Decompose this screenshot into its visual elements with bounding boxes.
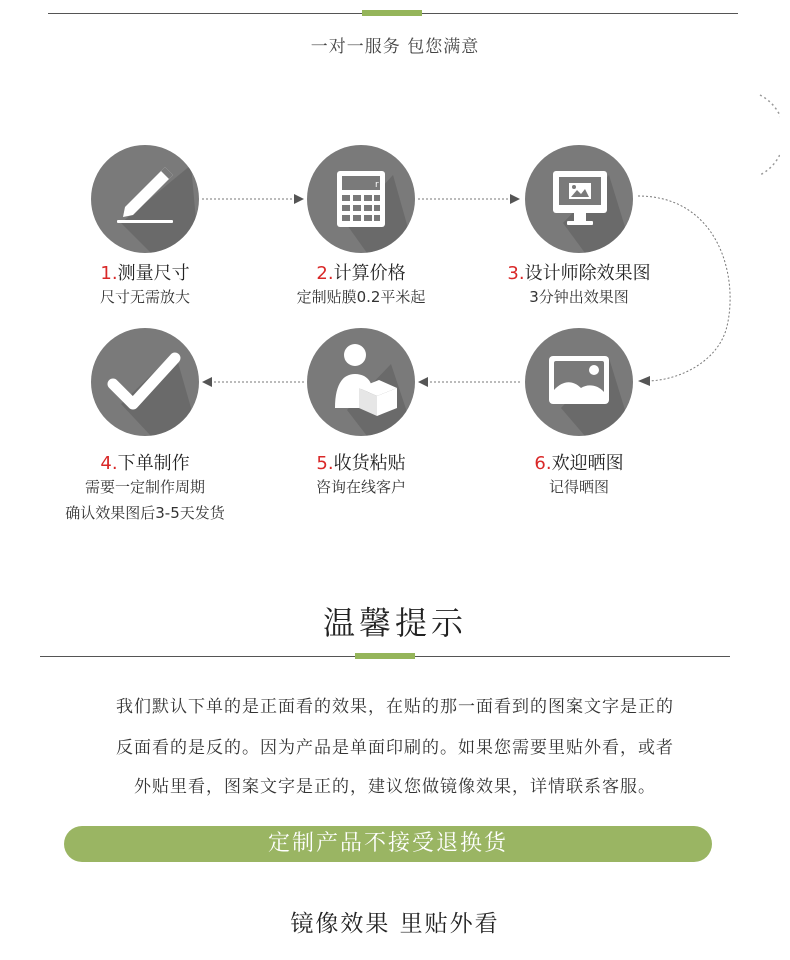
step-2-desc: 定制贴膜0.2平米起	[296, 288, 426, 306]
service-tagline: 一对一服务 包您满意	[310, 37, 480, 57]
step-1-desc: 尺寸无需放大	[99, 288, 190, 306]
checkmark-icon	[91, 328, 199, 436]
step-5-desc: 咨询在线客户	[315, 478, 406, 496]
step-3-desc: 3分钟出效果图	[529, 288, 629, 306]
no-return-banner: 定制产品不接受退换货	[64, 826, 712, 862]
decorative-arc	[740, 90, 780, 180]
delivery-person-icon	[307, 328, 415, 436]
step-4-desc: 需要一定制作周期 确认效果图后3-5天发货	[65, 478, 225, 522]
calculator-icon	[307, 145, 415, 253]
arrow-3-6	[630, 190, 740, 390]
tips-line-3: 外贴里看，图案文字是正的，建议您做镜像效果，详情联系客服。	[134, 777, 656, 797]
mirror-effect-title: 镜像效果 里贴外看	[290, 911, 500, 937]
tips-accent-bar	[355, 653, 415, 659]
step-2-title: 2.计算价格	[316, 263, 406, 284]
step-4-circle	[91, 328, 199, 436]
step-6-title: 6.欢迎晒图	[534, 453, 624, 474]
arrow-2-3	[416, 192, 522, 206]
pencil-icon	[91, 145, 199, 253]
step-1-circle	[91, 145, 199, 253]
step-2-circle	[307, 145, 415, 253]
step-6-circle	[525, 328, 633, 436]
arrow-6-5	[416, 375, 522, 389]
monitor-icon	[525, 145, 633, 253]
tips-line-1: 我们默认下单的是正面看的效果，在贴的那一面看到的图案文字是正的	[116, 697, 674, 717]
arrow-5-4	[200, 375, 306, 389]
step-5-circle	[307, 328, 415, 436]
step-1-title: 1.测量尺寸	[100, 263, 190, 284]
step-4-title: 4.下单制作	[100, 453, 190, 474]
header-accent-bar	[362, 10, 422, 16]
step-6-desc: 记得晒图	[548, 478, 609, 496]
picture-icon	[525, 328, 633, 436]
tips-title: 温馨提示	[322, 604, 467, 642]
step-3-title: 3.设计师除效果图	[507, 263, 651, 284]
arrow-1-2	[200, 192, 306, 206]
step-3-circle	[525, 145, 633, 253]
tips-line-2: 反面看的是反的。因为产品是单面印刷的。如果您需要里贴外看，或者	[116, 738, 674, 758]
step-5-title: 5.收货粘贴	[316, 453, 406, 474]
svg-text:r: r	[375, 180, 379, 190]
